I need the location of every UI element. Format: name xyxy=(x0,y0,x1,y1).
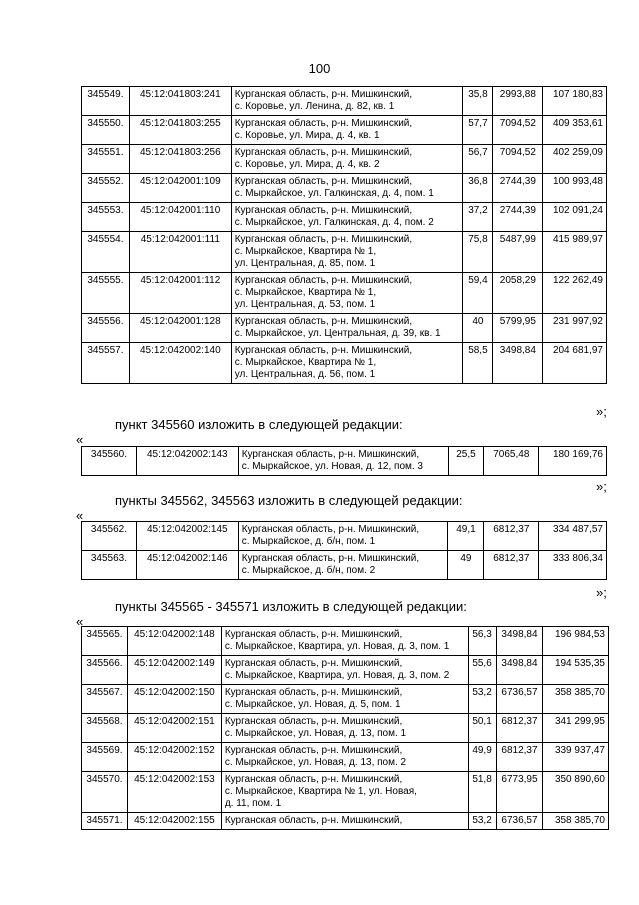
total-value-cell: 333 806,34 xyxy=(539,551,607,580)
table-body xyxy=(82,87,607,384)
address-line: Курганская область, р-н. Мишкинский, xyxy=(234,234,413,245)
address-line: Курганская область, р-н. Мишкинский, xyxy=(224,774,403,785)
item-number-cell: 345568. xyxy=(82,714,128,743)
cadastral-number-cell: 45:12:042001:128 xyxy=(129,314,231,343)
table-row xyxy=(82,743,609,772)
item-number-cell: 345563. xyxy=(82,551,137,580)
page-number: 100 xyxy=(308,61,331,76)
cadastral-number-cell: 45:12:041803:255 xyxy=(129,116,231,145)
area-value-cell: 53,2 xyxy=(468,685,496,714)
cadastral-number-cell: 45:12:042002:153 xyxy=(127,772,221,813)
area-value-cell: 35,8 xyxy=(463,87,493,116)
address-cell xyxy=(231,145,463,174)
area-value-cell: 49,9 xyxy=(468,743,496,772)
area-value-cell: 55,6 xyxy=(468,656,496,685)
table-row xyxy=(82,627,609,656)
item-number-cell: 345554. xyxy=(82,232,130,273)
address-line: Курганская область, р-н. Мишкинский, xyxy=(234,89,413,100)
cadastral-number-cell: 45:12:042002:145 xyxy=(136,522,238,551)
table-row xyxy=(82,343,607,384)
table-row xyxy=(82,203,607,232)
address-line: с. Мыркайское, ул. Новая, д. 13, пом. 2 xyxy=(224,757,407,768)
total-value-cell: 409 353,61 xyxy=(543,116,607,145)
total-value-cell: 341 299,95 xyxy=(543,714,609,743)
table-row xyxy=(82,813,609,830)
price-value-cell: 6812,37 xyxy=(484,522,539,551)
address-line: Курганская область, р-н. Мишкинский, xyxy=(234,176,413,187)
table-row xyxy=(82,656,609,685)
item-number-cell: 345571. xyxy=(82,813,128,830)
total-value-cell: 339 937,47 xyxy=(543,743,609,772)
total-value-cell: 100 993,48 xyxy=(543,174,607,203)
cadastral-number-cell: 45:12:042002:143 xyxy=(136,447,238,476)
area-value-cell: 37,2 xyxy=(463,203,493,232)
close-quote: »; xyxy=(596,479,607,494)
registry-table-3 xyxy=(81,521,607,580)
price-value-cell: 2058,29 xyxy=(493,273,543,314)
address-cell xyxy=(221,743,468,772)
address-line: Курганская область, р-н. Мишкинский, xyxy=(224,716,403,727)
address-cell xyxy=(238,551,448,580)
registry-table-1 xyxy=(81,86,607,384)
cadastral-number-cell: 45:12:042002:155 xyxy=(127,813,221,830)
cadastral-number-cell: 45:12:041803:256 xyxy=(129,145,231,174)
address-line: с. Мыркайское, Квартира № 1, xyxy=(234,357,377,368)
total-value-cell: 196 984,53 xyxy=(543,627,609,656)
close-quote: »; xyxy=(596,404,607,419)
item-number-cell: 345556. xyxy=(82,314,130,343)
area-value-cell: 40 xyxy=(463,314,493,343)
area-value-cell: 57,7 xyxy=(463,116,493,145)
address-line: Курганская область, р-н. Мишкинский, xyxy=(234,147,413,158)
price-value-cell: 7065,48 xyxy=(484,447,539,476)
cadastral-number-cell: 45:12:042001:109 xyxy=(129,174,231,203)
address-cell xyxy=(221,772,468,813)
address-line: Курганская область, р-н. Мишкинский, xyxy=(241,524,420,535)
item-number-cell: 345570. xyxy=(82,772,128,813)
table-row xyxy=(82,685,609,714)
address-line: с. Коровье, ул. Мира, д. 4, кв. 2 xyxy=(234,159,380,170)
address-line: Курганская область, р-н. Мишкинский, xyxy=(224,629,403,640)
item-number-cell: 345553. xyxy=(82,203,130,232)
registry-table-2 xyxy=(81,446,607,476)
close-quote: »; xyxy=(596,585,607,600)
address-line: с. Мыркайское, Квартира, ул. Новая, д. 3, пом. 2 xyxy=(224,670,450,681)
total-value-cell: 358 385,70 xyxy=(543,813,609,830)
address-line: с. Мыркайское, Квартира № 1, xyxy=(234,246,377,257)
address-line: с. Мыркайское, ул. Галкинская, д. 4, пом. 1 xyxy=(234,188,434,199)
area-value-cell: 56,7 xyxy=(463,145,493,174)
price-value-cell: 3498,84 xyxy=(493,343,543,384)
cadastral-number-cell: 45:12:042002:148 xyxy=(127,627,221,656)
area-value-cell: 51,8 xyxy=(468,772,496,813)
open-quote: « xyxy=(76,432,84,447)
price-value-cell: 6812,37 xyxy=(484,551,539,580)
address-line: с. Мыркайское, ул. Новая, д. 13, пом. 1 xyxy=(224,728,407,739)
table-row xyxy=(82,551,607,580)
cadastral-number-cell: 45:12:042002:140 xyxy=(129,343,231,384)
item-number-cell: 345567. xyxy=(82,685,128,714)
address-line: Курганская область, р-н. Мишкинский, xyxy=(234,205,413,216)
table-row xyxy=(82,116,607,145)
address-line: д. 11, пом. 1 xyxy=(224,798,282,809)
instruction-text: пункты 345562, 345563 изложить в следующей редакции: xyxy=(115,493,463,508)
address-line: Курганская область, р-н. Мишкинский, xyxy=(241,449,420,460)
cadastral-number-cell: 45:12:041803:241 xyxy=(129,87,231,116)
cadastral-number-cell: 45:12:042001:112 xyxy=(129,273,231,314)
price-value-cell: 2993,88 xyxy=(493,87,543,116)
total-value-cell: 231 997,92 xyxy=(543,314,607,343)
address-line: Курганская область, р-н. Мишкинский, xyxy=(224,658,403,669)
price-value-cell: 6812,37 xyxy=(496,743,543,772)
address-line: с. Мыркайское, Квартира № 1, ул. Новая, xyxy=(224,786,417,797)
address-cell xyxy=(221,627,468,656)
instruction-text: пункт 345560 изложить в следующей редакции: xyxy=(115,417,403,432)
cadastral-number-cell: 45:12:042002:152 xyxy=(127,743,221,772)
area-value-cell: 49,1 xyxy=(448,522,484,551)
item-number-cell: 345562. xyxy=(82,522,137,551)
open-quote: « xyxy=(76,614,84,629)
total-value-cell: 350 890,60 xyxy=(543,772,609,813)
price-value-cell: 6736,57 xyxy=(496,813,543,830)
price-value-cell: 6773,95 xyxy=(496,772,543,813)
area-value-cell: 49 xyxy=(448,551,484,580)
address-cell xyxy=(221,685,468,714)
address-line: ул. Центральная, д. 53, пом. 1 xyxy=(234,299,376,310)
table-row xyxy=(82,232,607,273)
address-line: с. Мыркайское, ул. Галкинская, д. 4, пом. 2 xyxy=(234,217,434,228)
item-number-cell: 345565. xyxy=(82,627,128,656)
address-line: с. Коровье, ул. Мира, д. 4, кв. 1 xyxy=(234,130,380,141)
address-cell xyxy=(238,447,448,476)
area-value-cell: 53,2 xyxy=(468,813,496,830)
price-value-cell: 5799,95 xyxy=(493,314,543,343)
address-line: с. Коровье, ул. Ленина, д. 82, кв. 1 xyxy=(234,101,395,112)
address-cell xyxy=(231,314,463,343)
address-line: Курганская область, р-н. Мишкинский, xyxy=(234,118,413,129)
total-value-cell: 102 091,24 xyxy=(543,203,607,232)
item-number-cell: 345551. xyxy=(82,145,130,174)
price-value-cell: 7094,52 xyxy=(493,145,543,174)
area-value-cell: 25,5 xyxy=(448,447,484,476)
area-value-cell: 58,5 xyxy=(463,343,493,384)
address-line: Курганская область, р-н. Мишкинский, xyxy=(234,345,413,356)
address-line: с. Мыркайское, д. б/н, пом. 1 xyxy=(241,536,376,547)
item-number-cell: 345560. xyxy=(82,447,137,476)
address-line: с. Мыркайское, ул. Новая, д. 5, пом. 1 xyxy=(224,699,401,710)
table-body xyxy=(82,522,607,580)
item-number-cell: 345566. xyxy=(82,656,128,685)
table-row xyxy=(82,447,607,476)
price-value-cell: 6736,57 xyxy=(496,685,543,714)
table-row xyxy=(82,145,607,174)
address-cell xyxy=(221,656,468,685)
table-row xyxy=(82,87,607,116)
item-number-cell: 345552. xyxy=(82,174,130,203)
total-value-cell: 334 487,57 xyxy=(539,522,607,551)
table-row xyxy=(82,273,607,314)
price-value-cell: 5487,99 xyxy=(493,232,543,273)
total-value-cell: 415 989,97 xyxy=(543,232,607,273)
price-value-cell: 6812,37 xyxy=(496,714,543,743)
item-number-cell: 345557. xyxy=(82,343,130,384)
address-line: ул. Центральная, д. 56, пом. 1 xyxy=(234,369,376,380)
address-cell xyxy=(231,203,463,232)
total-value-cell: 194 535,35 xyxy=(543,656,609,685)
address-line: Курганская область, р-н. Мишкинский, xyxy=(234,316,413,327)
price-value-cell: 2744,39 xyxy=(493,203,543,232)
address-cell xyxy=(231,87,463,116)
total-value-cell: 180 169,76 xyxy=(539,447,607,476)
address-cell xyxy=(231,232,463,273)
address-line: с. Мыркайское, ул. Новая, д. 12, пом. 3 xyxy=(241,461,423,472)
item-number-cell: 345555. xyxy=(82,273,130,314)
table-row xyxy=(82,772,609,813)
address-line: с. Мыркайское, Квартира № 1, xyxy=(234,287,377,298)
address-line: ул. Центральная, д. 85, пом. 1 xyxy=(234,258,376,269)
table-row xyxy=(82,314,607,343)
item-number-cell: 345550. xyxy=(82,116,130,145)
total-value-cell: 107 180,83 xyxy=(543,87,607,116)
table-row xyxy=(82,174,607,203)
address-line: с. Мыркайское, Квартира, ул. Новая, д. 3, пом. 1 xyxy=(224,641,450,652)
address-line: Курганская область, р-н. Мишкинский, xyxy=(224,687,403,698)
address-cell xyxy=(231,116,463,145)
address-line: Курганская область, р-н. Мишкинский, xyxy=(241,553,420,564)
address-cell xyxy=(231,273,463,314)
address-cell xyxy=(231,343,463,384)
price-value-cell: 2744,39 xyxy=(493,174,543,203)
address-line: Курганская область, р-н. Мишкинский, xyxy=(224,815,403,826)
total-value-cell: 204 681,97 xyxy=(543,343,607,384)
cadastral-number-cell: 45:12:042001:111 xyxy=(129,232,231,273)
area-value-cell: 59,4 xyxy=(463,273,493,314)
address-line: с. Мыркайское, ул. Центральная, д. 39, кв. 1 xyxy=(234,328,441,339)
cadastral-number-cell: 45:12:042002:149 xyxy=(127,656,221,685)
area-value-cell: 75,8 xyxy=(463,232,493,273)
open-quote: « xyxy=(76,508,84,523)
table-row xyxy=(82,714,609,743)
instruction-text: пункты 345565 - 345571 изложить в следующей редакции: xyxy=(115,599,467,614)
area-value-cell: 36,8 xyxy=(463,174,493,203)
price-value-cell: 3498,84 xyxy=(496,656,543,685)
address-cell xyxy=(221,813,468,830)
item-number-cell: 345549. xyxy=(82,87,130,116)
address-cell xyxy=(221,714,468,743)
table-body xyxy=(82,447,607,476)
table-body xyxy=(82,627,609,830)
price-value-cell: 3498,84 xyxy=(496,627,543,656)
address-cell xyxy=(238,522,448,551)
cadastral-number-cell: 45:12:042002:150 xyxy=(127,685,221,714)
item-number-cell: 345569. xyxy=(82,743,128,772)
address-line: Курганская область, р-н. Мишкинский, xyxy=(234,275,413,286)
cadastral-number-cell: 45:12:042001:110 xyxy=(129,203,231,232)
address-line: с. Мыркайское, д. б/н, пом. 2 xyxy=(241,565,376,576)
total-value-cell: 122 262,49 xyxy=(543,273,607,314)
total-value-cell: 358 385,70 xyxy=(543,685,609,714)
area-value-cell: 56,3 xyxy=(468,627,496,656)
registry-table-4 xyxy=(81,626,609,830)
total-value-cell: 402 259,09 xyxy=(543,145,607,174)
address-line: Курганская область, р-н. Мишкинский, xyxy=(224,745,403,756)
area-value-cell: 50,1 xyxy=(468,714,496,743)
address-cell xyxy=(231,174,463,203)
cadastral-number-cell: 45:12:042002:151 xyxy=(127,714,221,743)
table-row xyxy=(82,522,607,551)
price-value-cell: 7094,52 xyxy=(493,116,543,145)
cadastral-number-cell: 45:12:042002:146 xyxy=(136,551,238,580)
